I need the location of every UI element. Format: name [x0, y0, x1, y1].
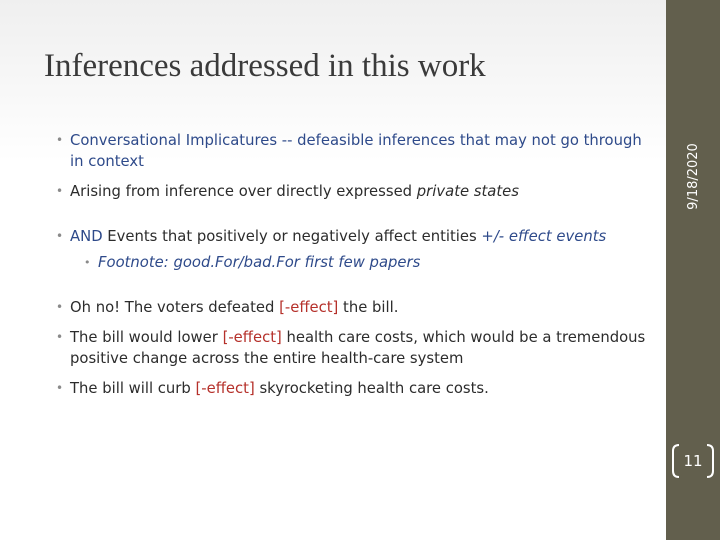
example-post: the bill.: [338, 299, 399, 316]
date-label: [666, 86, 720, 266]
effect-tag: [-effect]: [195, 380, 255, 397]
effect-tag: [-effect]: [279, 299, 339, 316]
example-post: skyrocketing health care costs.: [254, 380, 489, 397]
footnote-text: Footnote: good.For/bad.For first few papers: [98, 254, 421, 271]
date-text: 9/18/2020: [685, 142, 701, 210]
bullet-conversational-implicatures: [56, 130, 646, 172]
bullet-italic: +/- effect events: [481, 228, 607, 245]
page-number: 11: [683, 452, 703, 470]
bullet-text: Arising from inference over directly expressed: [70, 183, 417, 200]
example-pre: Oh no! The voters defeated: [70, 299, 280, 316]
bullet-private-states: [56, 181, 646, 202]
sub-bullet-footnote: [84, 252, 646, 273]
example-pre: The bill would lower: [70, 329, 223, 346]
bullet-example-2: [56, 327, 646, 369]
bullet-list: [56, 130, 646, 408]
example-pre: The bill will curb: [70, 380, 196, 397]
bullet-example-3: [56, 378, 646, 399]
effect-tag: [-effect]: [222, 329, 282, 346]
bullet-text: Conversational Implicatures -- defeasible inferences that may not go through in context: [70, 132, 642, 170]
bullet-prefix: AND: [70, 228, 103, 245]
bullet-text: Events that positively or negatively affect entities: [102, 228, 482, 245]
bullet-example-1: [56, 297, 646, 318]
bullet-effect-events: [56, 226, 646, 273]
slide-title: Inferences addressed in this work: [44, 48, 486, 84]
bullet-italic: private states: [416, 183, 519, 200]
example-post: health care costs, which would be a tremendous positive change across the entire health-care system: [70, 329, 646, 367]
page-number-badge: [669, 443, 717, 479]
